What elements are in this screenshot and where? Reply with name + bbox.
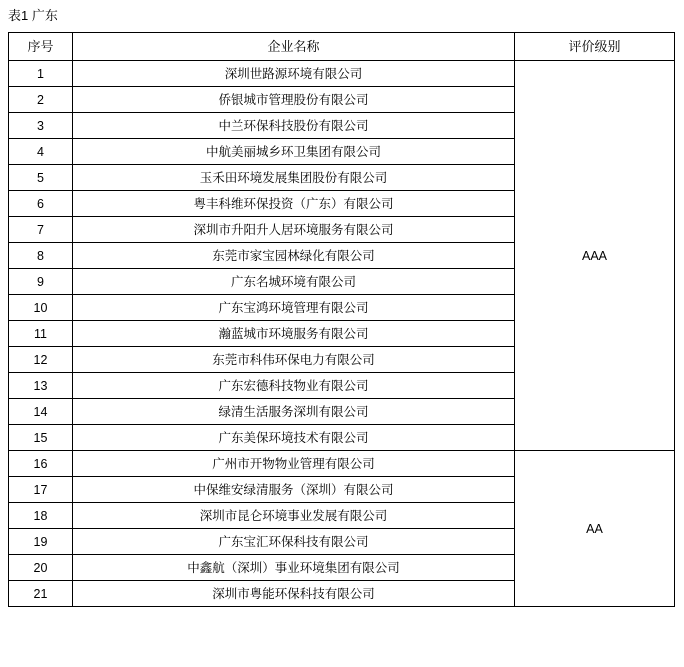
- cell-no: 5: [9, 165, 73, 191]
- cell-no: 11: [9, 321, 73, 347]
- cell-no: 8: [9, 243, 73, 269]
- cell-no: 18: [9, 503, 73, 529]
- enterprise-rating-table: [8, 32, 675, 607]
- cell-no: 4: [9, 139, 73, 165]
- cell-enterprise-name: 中鑫航（深圳）事业环境集团有限公司: [73, 555, 515, 581]
- cell-enterprise-name: 中航美丽城乡环卫集团有限公司: [73, 139, 515, 165]
- cell-no: 15: [9, 425, 73, 451]
- cell-enterprise-name: 瀚蓝城市环境服务有限公司: [73, 321, 515, 347]
- cell-no: 14: [9, 399, 73, 425]
- table-row: [9, 61, 675, 87]
- column-header-name: 企业名称: [73, 33, 515, 61]
- cell-enterprise-name: 东莞市科伟环保电力有限公司: [73, 347, 515, 373]
- cell-no: 3: [9, 113, 73, 139]
- table-header-row: [9, 33, 675, 61]
- table-body: [9, 61, 675, 607]
- cell-enterprise-name: 广东名城环境有限公司: [73, 269, 515, 295]
- cell-enterprise-name: 中兰环保科技股份有限公司: [73, 113, 515, 139]
- cell-enterprise-name: 广东宝鸿环境管理有限公司: [73, 295, 515, 321]
- cell-enterprise-name: 广东宏德科技物业有限公司: [73, 373, 515, 399]
- cell-no: 21: [9, 581, 73, 607]
- table-caption: 表1 广东: [8, 8, 58, 23]
- cell-enterprise-name: 广州市开物物业管理有限公司: [73, 451, 515, 477]
- cell-no: 20: [9, 555, 73, 581]
- cell-enterprise-name: 中保维安绿清服务（深圳）有限公司: [73, 477, 515, 503]
- cell-enterprise-name: 侨银城市管理股份有限公司: [73, 87, 515, 113]
- cell-grade: AA: [515, 451, 675, 607]
- cell-no: 2: [9, 87, 73, 113]
- cell-no: 12: [9, 347, 73, 373]
- cell-enterprise-name: 东莞市家宝园林绿化有限公司: [73, 243, 515, 269]
- cell-no: 16: [9, 451, 73, 477]
- cell-no: 7: [9, 217, 73, 243]
- table-row: [9, 451, 675, 477]
- cell-no: 13: [9, 373, 73, 399]
- cell-enterprise-name: 广东宝汇环保科技有限公司: [73, 529, 515, 555]
- cell-enterprise-name: 玉禾田环境发展集团股份有限公司: [73, 165, 515, 191]
- column-header-no: 序号: [9, 33, 73, 61]
- cell-enterprise-name: 粤丰科维环保投资（广东）有限公司: [73, 191, 515, 217]
- cell-enterprise-name: 深圳世路源环境有限公司: [73, 61, 515, 87]
- cell-no: 1: [9, 61, 73, 87]
- cell-enterprise-name: 深圳市粤能环保科技有限公司: [73, 581, 515, 607]
- cell-enterprise-name: 广东美保环境技术有限公司: [73, 425, 515, 451]
- cell-enterprise-name: 深圳市昆仑环境事业发展有限公司: [73, 503, 515, 529]
- cell-no: 9: [9, 269, 73, 295]
- table-header: [9, 33, 675, 61]
- cell-grade: AAA: [515, 61, 675, 451]
- cell-no: 6: [9, 191, 73, 217]
- cell-no: 17: [9, 477, 73, 503]
- cell-enterprise-name: 绿清生活服务深圳有限公司: [73, 399, 515, 425]
- cell-enterprise-name: 深圳市升阳升人居环境服务有限公司: [73, 217, 515, 243]
- cell-no: 19: [9, 529, 73, 555]
- column-header-grade: 评价级别: [515, 33, 675, 61]
- cell-no: 10: [9, 295, 73, 321]
